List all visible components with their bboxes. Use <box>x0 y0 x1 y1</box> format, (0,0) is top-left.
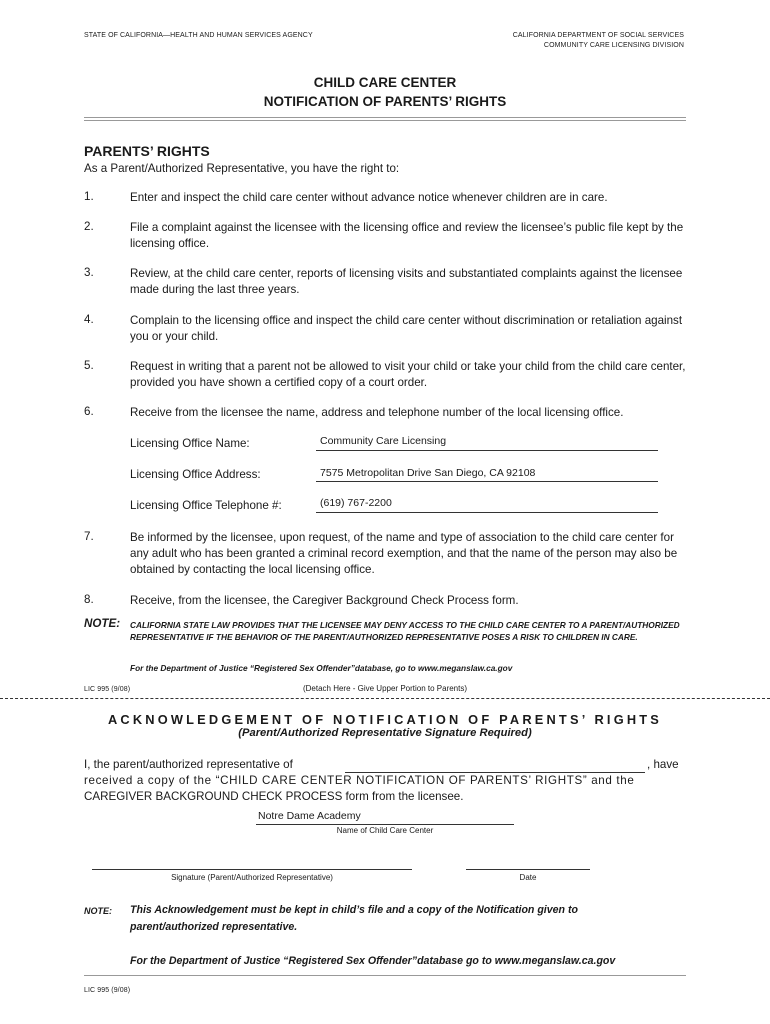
rights-intro: As a Parent/Authorized Representative, you have the right to: <box>84 162 400 175</box>
detach-instruction: (Detach Here - Give Upper Portion to Parents) <box>302 684 468 693</box>
agency-header: STATE OF CALIFORNIA—HEALTH AND HUMAN SERVICES AGENCY <box>84 32 313 39</box>
rights-item-number: 5. <box>84 359 94 372</box>
ack-statement-line2: received a copy of the “CHILD CARE CENTER NOTIFICATION OF PARENTS’ RIGHTS” and the <box>84 774 635 787</box>
title-divider-2 <box>84 120 686 121</box>
rights-item-number: 2. <box>84 220 94 233</box>
rights-item-text: Request in writing that a parent not be allowed to visit your child or take your child from the child care center, provided you have shown a certified copy of a court order. <box>130 360 686 389</box>
rights-item-number: 6. <box>84 405 94 418</box>
title-divider <box>84 117 686 118</box>
rights-item-text: File a complaint against the licensee with the licensing office and review the licensee’s public file kept by the licensing office. <box>130 221 684 250</box>
office-address-field[interactable]: 7575 Metropolitan Drive San Diego, CA 92108 <box>320 467 536 479</box>
department-header: CALIFORNIA DEPARTMENT OF SOCIAL SERVICES <box>512 32 684 39</box>
rights-item-text: Enter and inspect the child care center without advance notice whenever children are in care. <box>130 191 608 204</box>
rights-item-number: 1. <box>84 190 94 203</box>
ack-note-line2: parent/authorized representative. <box>130 921 298 933</box>
office-name-underline <box>316 450 658 451</box>
acknowledgement-subtitle: (Parent/Authorized Representative Signature Required) <box>238 727 532 739</box>
rights-item-text: Be informed by the licensee, upon request, of the name and type of association to the child care center for any adult who has been granted a criminal record exemption, and that the name of the person may also be obtained by contacting the local licensing office. <box>130 531 678 576</box>
rights-item-number: 4. <box>84 313 94 326</box>
rights-item-text: Review, at the child care center, reports of licensing visits and substantiated complaints against the licensee made during the last three years. <box>130 267 683 296</box>
note-label: NOTE: <box>84 617 121 630</box>
office-telephone-underline <box>316 512 658 513</box>
rights-item-text: Complain to the licensing office and inspect the child care center without discrimination or retaliation against you or your child. <box>130 314 683 343</box>
office-address-label: Licensing Office Address: <box>130 468 261 481</box>
rights-item-number: 7. <box>84 530 94 543</box>
center-name-label: Name of Child Care Center <box>336 826 434 835</box>
rights-item-number: 8. <box>84 593 94 606</box>
office-name-label: Licensing Office Name: <box>130 437 250 450</box>
office-address-underline <box>316 481 658 482</box>
form-id-footer: LIC 995 (9/08) <box>84 987 131 994</box>
signature-label: Signature (Parent/Authorized Representative) <box>171 873 333 882</box>
office-name-field[interactable]: Community Care Licensing <box>320 435 447 447</box>
form-title-line1: CHILD CARE CENTER <box>313 75 457 90</box>
ack-note-line1: This Acknowledgement must be kept in child’s file and a copy of the Notification given to <box>130 904 578 916</box>
ack-statement-end: , have <box>647 758 679 771</box>
doj-notice: For the Department of Justice “Registered Sex Offender”database, go to www.meganslaw.ca.gov <box>130 663 513 673</box>
form-title-line2: NOTIFICATION OF PARENTS’ RIGHTS <box>263 94 507 109</box>
rights-item-text: Receive, from the licensee, the Caregiver Background Check Process form. <box>130 594 519 607</box>
date-field[interactable] <box>466 869 590 870</box>
rights-item-number: 3. <box>84 266 94 279</box>
note-text: CALIFORNIA STATE LAW PROVIDES THAT THE LICENSEE MAY DENY ACCESS TO THE CHILD CARE CENTER TO A PARENT/AUTHORIZED REPRESENTATIVE IF THE BEHAVIOR OF THE PARENT/AUTHORIZED REPRESENTATIVE POSES A RISK TO CHILDREN IN CARE. <box>130 620 680 642</box>
rights-heading: PARENTS’ RIGHTS <box>84 143 210 159</box>
ack-note-label: NOTE: <box>84 906 112 916</box>
ack-statement-line3: CAREGIVER BACKGROUND CHECK PROCESS form from the licensee. <box>84 790 464 803</box>
signature-field[interactable] <box>92 869 412 870</box>
child-care-center-field[interactable]: Notre Dame Academy <box>258 810 361 822</box>
form-id-upper: LIC 995 (9/08) <box>84 686 131 693</box>
office-telephone-label: Licensing Office Telephone #: <box>130 499 282 512</box>
center-name-underline <box>256 824 514 825</box>
acknowledgement-title: ACKNOWLEDGEMENT OF NOTIFICATION OF PARENTS’ RIGHTS <box>107 712 663 727</box>
ack-statement-start: I, the parent/authorized representative of <box>84 758 293 771</box>
ack-doj-notice: For the Department of Justice “Registered Sex Offender”database go to www.meganslaw.ca.gov <box>130 955 616 967</box>
detach-line <box>0 698 770 699</box>
division-header: COMMUNITY CARE LICENSING DIVISION <box>543 42 684 49</box>
rights-item-text: Receive from the licensee the name, address and telephone number of the local licensing office. <box>130 406 624 419</box>
office-telephone-field[interactable]: (619) 767-2200 <box>320 497 392 509</box>
child-name-field[interactable] <box>345 772 645 773</box>
footer-divider <box>84 975 686 976</box>
date-label: Date <box>519 873 537 882</box>
